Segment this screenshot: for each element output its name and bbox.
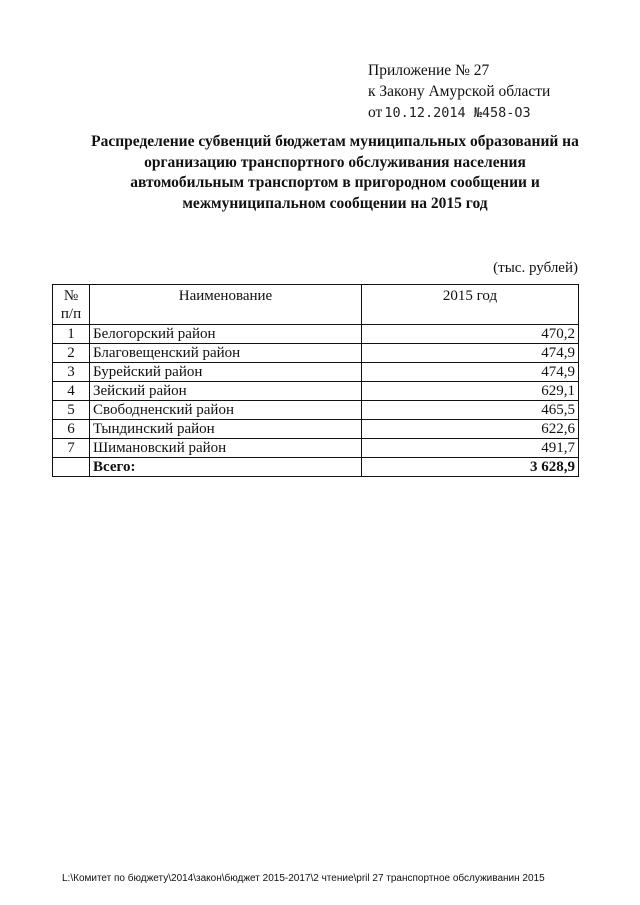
header-name: Наименование (90, 285, 362, 325)
row-name: Благовещенский район (90, 344, 362, 363)
row-number: 6 (53, 420, 90, 439)
header-number (53, 285, 90, 325)
file-path-footer: L:\Комитет по бюджету\2014\закон\бюджет 2015-2017\2 чтение\pril 27 транспортное обслуживанин 2015 (62, 873, 545, 884)
row-value: 470,2 (362, 325, 579, 344)
row-value: 474,9 (362, 344, 579, 363)
row-number: 2 (53, 344, 90, 363)
table-row (53, 325, 579, 344)
row-value: 465,5 (362, 401, 579, 420)
header-year: 2015 год (362, 285, 579, 325)
row-value: 622,6 (362, 420, 579, 439)
table-row (53, 382, 579, 401)
table-row (53, 439, 579, 458)
title-line-3: автомобильным транспортом в пригородном сообщении и (130, 174, 540, 191)
row-number: 5 (53, 401, 90, 420)
row-name: Белогорский район (90, 325, 362, 344)
document-title (70, 132, 600, 214)
row-number: 3 (53, 363, 90, 382)
header-number-sign: № (63, 288, 79, 304)
title-line-1: Распределение субвенций бюджетам муниципальных образований на (91, 133, 579, 150)
row-name: Шимановский район (90, 439, 362, 458)
header-number-pp: п/п (60, 306, 82, 322)
table-row (53, 401, 579, 420)
table-row (53, 420, 579, 439)
total-empty-cell (53, 458, 90, 477)
title-line-2: организацию транспортного обслуживания населения (144, 153, 526, 171)
total-label: Всего: (90, 458, 362, 477)
row-number: 4 (53, 382, 90, 401)
decree-prefix: от (368, 104, 383, 121)
total-value: 3 628,9 (362, 458, 579, 477)
row-name: Свободненский район (90, 401, 362, 420)
row-value: 474,9 (362, 363, 579, 382)
table-row (53, 344, 579, 363)
row-name: Тындинский район (90, 420, 362, 439)
units-label: (тыс. рублей) (493, 260, 578, 276)
table-total-row (53, 458, 579, 477)
subsidy-table (52, 284, 579, 477)
row-value: 629,1 (362, 382, 579, 401)
appendix-decree (368, 102, 598, 124)
title-line-4: межмуниципальном сообщении на 2015 год (182, 194, 488, 212)
row-name: Зейский район (90, 382, 362, 401)
appendix-law-reference: к Закону Амурской области (368, 83, 551, 100)
row-value: 491,7 (362, 439, 579, 458)
decree-stamp: 10.12.2014 №458-ОЗ (384, 105, 531, 121)
row-number: 1 (53, 325, 90, 344)
appendix-number: Приложение № 27 (368, 62, 490, 79)
appendix-header (368, 60, 598, 124)
row-number: 7 (53, 439, 90, 458)
table-row (53, 363, 579, 382)
row-name: Бурейский район (90, 363, 362, 382)
table-header-row (53, 285, 579, 325)
